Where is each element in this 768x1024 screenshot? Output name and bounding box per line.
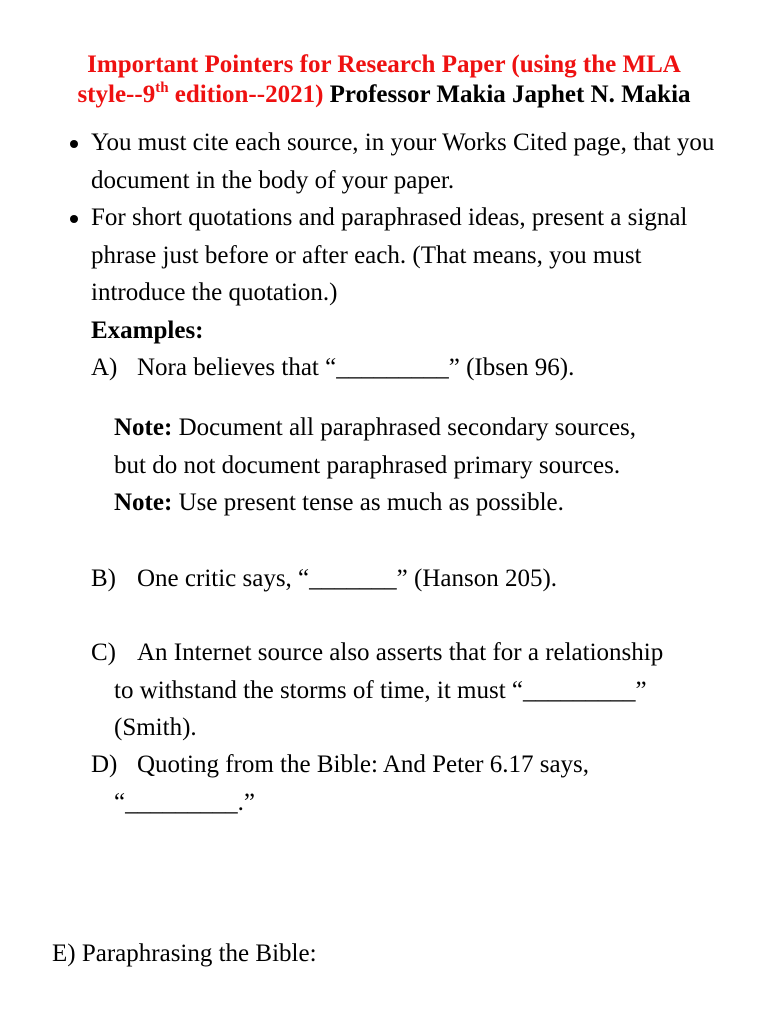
example-text: Nora believes that “_________” (Ibsen 96). (137, 354, 575, 381)
example-d-line-2: “_________.” (114, 789, 255, 816)
note-text: Document all paraphrased secondary sources, (172, 414, 637, 441)
note-text: Use present tense as much as possible. (172, 489, 564, 516)
note-label: Note: (114, 489, 173, 516)
example-a (91, 349, 574, 387)
example-label: A) (91, 354, 118, 381)
example-text: Quoting from the Bible: And Peter 6.17 says, (137, 751, 590, 778)
note-line (114, 409, 734, 447)
example-c (91, 634, 663, 672)
note-line: but do not document paraphrased primary sources. (114, 451, 621, 479)
note-line (114, 484, 734, 522)
examples-heading: Examples: (91, 317, 204, 344)
example-b (91, 560, 557, 598)
note-label: Note: (114, 414, 173, 441)
bullet-text: You must cite each source, in your Works Cited page, that you document in the body of your paper. (91, 129, 715, 194)
example-text: An Internet source also asserts that for a relationship (137, 639, 664, 666)
example-text: One critic says, “_______” (Hanson 205). (137, 565, 558, 592)
example-c-line-3: (Smith). (114, 714, 197, 741)
example-e: E) Paraphrasing the Bible: (52, 940, 317, 967)
page-title (0, 50, 768, 110)
title-red-part-1: Important Pointers for Research Paper (using the MLA (87, 51, 681, 78)
bullet-text: For short quotations and paraphrased ideas, present a signal phrase just before or after each. (That means, you must introduce the quotation.) (91, 204, 688, 306)
example-label: B) (91, 565, 116, 592)
bullet-icon (70, 140, 78, 148)
title-line-1 (0, 50, 768, 80)
title-superscript: th (155, 80, 169, 96)
title-red-part-2a: style--9 (77, 81, 156, 108)
list-item (60, 199, 740, 312)
title-line-2 (0, 80, 768, 110)
example-d (91, 746, 589, 784)
example-label: C) (91, 639, 116, 666)
bullet-list (60, 124, 740, 312)
notes-block (114, 409, 734, 522)
bullet-icon (70, 215, 78, 223)
example-c-line-2: to withstand the storms of time, it must “_________” (114, 677, 647, 704)
title-red-part-2b: edition--2021) (168, 81, 324, 108)
title-author: Professor Makia Japhet N. Makia (329, 81, 691, 108)
list-item (60, 124, 740, 199)
example-label: D) (91, 751, 118, 778)
